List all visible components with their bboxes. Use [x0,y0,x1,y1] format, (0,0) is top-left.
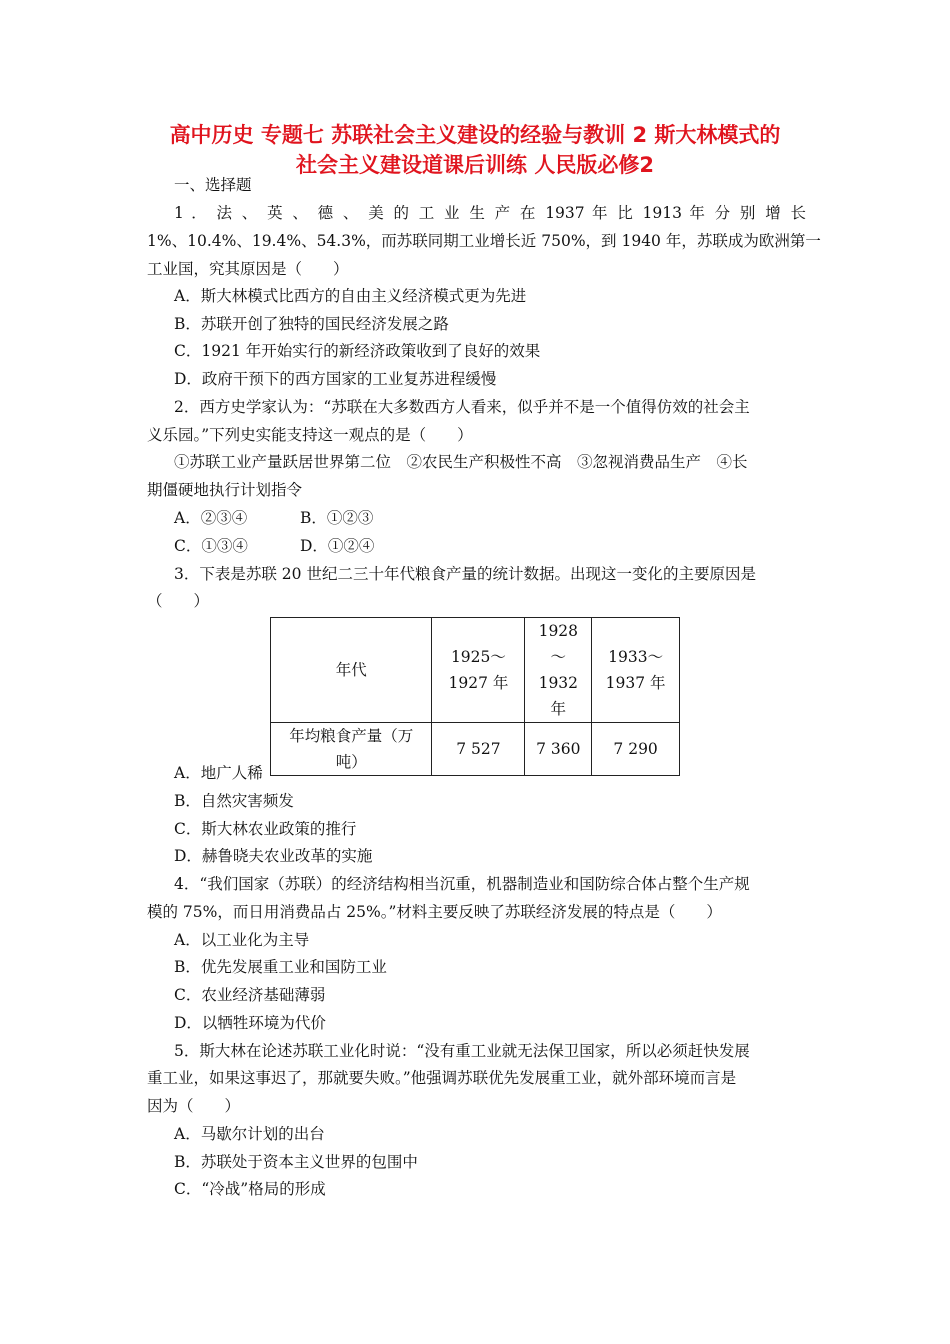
q1-line-3: 工业国，究其原因是（ ） [147,260,349,278]
q3-option-d: D．赫鲁晓夫农业改革的实施 [174,847,373,865]
q4-option-b: B．优先发展重工业和国防工业 [174,958,387,976]
q5-line-2: 重工业，如果这事迟了，那就要失败。”他强调苏联优先发展重工业，就外部环境而言是 [147,1069,737,1087]
header-cell-period-1: 1925～ 1927 年 [432,618,525,723]
section-heading: 一、选择题 [174,176,252,194]
q1-option-c: C．1921 年开始实行的新经济政策收到了良好的效果 [174,342,541,360]
title-line-2: 社会主义建设道课后训练 人民版必修2 [296,153,654,177]
q2-line-4: 期僵硬地执行计划指令 [147,481,303,499]
grain-table [270,617,680,776]
q2-line-1: 2．西方史学家认为：“苏联在大多数西方人看来，似乎并不是一个值得仿效的社会主 [174,398,750,416]
row-label-cell: 年均粮食产量（万 吨） [271,723,432,776]
q3-option-a: A．地广人稀 [174,764,263,782]
title-line-1: 高中历史 专题七 苏联社会主义建设的经验与教训 2 斯大林模式的 [169,123,781,147]
value-cell-2: 7 360 [525,723,592,776]
q2-option-a: A．②③④ [174,509,248,527]
q3-option-c: C．斯大林农业政策的推行 [174,820,357,838]
document-title [100,120,850,180]
q4-option-c: C．农业经济基础薄弱 [174,986,326,1004]
q3-line-1: 3．下表是苏联 20 世纪二三十年代粮食产量的统计数据。出现这一变化的主要原因是 [174,565,756,583]
q4-option-a: A．以工业化为主导 [174,931,310,949]
q5-option-a: A．马歇尔计划的出台 [174,1125,325,1143]
q2-line-3: ①苏联工业产量跃居世界第二位 ②农民生产积极性不高 ③忽视消费品生产 ④长 [174,453,748,471]
q2-option-d: D．①②④ [300,537,375,555]
q4-option-d: D．以牺牲环境为代价 [174,1014,326,1032]
q1-option-a: A．斯大林模式比西方的自由主义经济模式更为先进 [174,287,527,305]
header-cell-period-2: 1928～ 1932 年 [525,618,592,723]
q5-option-c: C．“冷战”格局的形成 [174,1180,326,1198]
table-header-row [271,618,680,723]
q1-line-1: 1 ． 法 、 英 、 德 、 美 的 工 业 生 产 在 1937 年 比 1913 年 分 别 增 长 [174,204,806,222]
header-cell-period-3: 1933～ 1937 年 [592,618,680,723]
q1-option-b: B．苏联开创了独特的国民经济发展之路 [174,315,449,333]
table-row [271,723,680,776]
q1-line-2: 1%、10.4%、19.4%、54.3%，而苏联同期工业增长近 750%，到 1940 年，苏联成为欧洲第一 [147,232,821,250]
q2-line-2: 义乐园。”下列史实能支持这一观点的是（ ） [147,426,473,444]
value-cell-3: 7 290 [592,723,680,776]
q5-line-3: 因为（ ） [147,1097,241,1115]
q2-option-b: B．①②③ [300,509,374,527]
q3-option-b: B．自然灾害频发 [174,792,294,810]
value-cell-1: 7 527 [432,723,525,776]
q2-option-c: C．①③④ [174,537,248,555]
q4-line-2: 模的 75%，而日用消费品占 25%。”材料主要反映了苏联经济发展的特点是（ ） [147,903,722,921]
q5-option-b: B．苏联处于资本主义世界的包围中 [174,1153,418,1171]
q3-line-2: （ ） [147,592,210,610]
q4-line-1: 4．“我们国家（苏联）的经济结构相当沉重，机器制造业和国防综合体占整个生产规 [174,875,750,893]
q5-line-1: 5．斯大林在论述苏联工业化时说：“没有重工业就无法保卫国家，所以必须赶快发展 [174,1042,750,1060]
header-cell-period: 年代 [271,618,432,723]
q1-option-d: D．政府干预下的西方国家的工业复苏进程缓慢 [174,370,497,388]
